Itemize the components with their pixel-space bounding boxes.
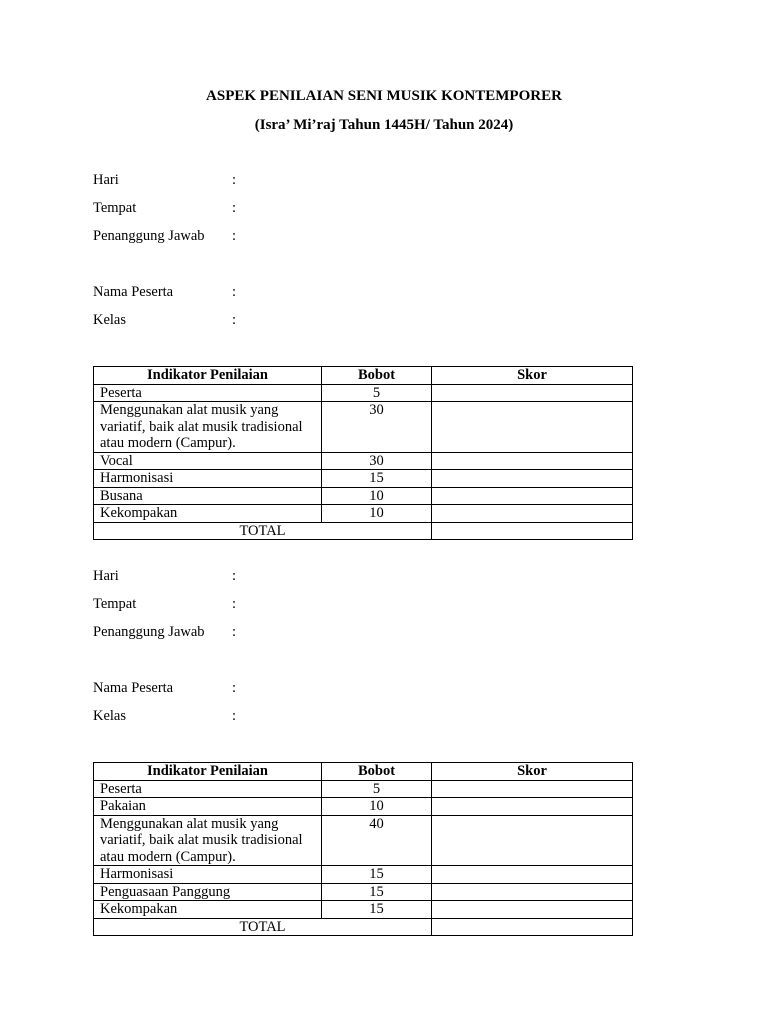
total-label: TOTAL xyxy=(94,918,432,936)
table-row xyxy=(94,505,633,523)
header-bobot: Bobot xyxy=(322,367,432,385)
header-skor: Skor xyxy=(432,763,633,781)
table-row xyxy=(94,866,633,884)
field-nama-peserta xyxy=(93,679,236,697)
header-indikator: Indikator Penilaian xyxy=(94,367,322,385)
field-penanggung-jawab xyxy=(93,227,236,245)
field-separator: : xyxy=(232,596,237,612)
field-separator: : xyxy=(232,568,237,584)
cell-indikator: Kekompakan xyxy=(94,505,322,523)
cell-skor[interactable] xyxy=(432,883,633,901)
field-separator: : xyxy=(232,624,237,640)
table-row xyxy=(94,901,633,919)
cell-indikator: Peserta xyxy=(94,384,322,402)
header-indikator: Indikator Penilaian xyxy=(94,763,322,781)
field-separator: : xyxy=(232,312,237,328)
table-row xyxy=(94,883,633,901)
cell-bobot: 15 xyxy=(322,883,432,901)
cell-indikator: Harmonisasi xyxy=(94,866,322,884)
cell-skor[interactable] xyxy=(432,866,633,884)
field-label: Kelas xyxy=(93,708,127,724)
cell-bobot: 30 xyxy=(322,402,432,453)
total-skor-cell[interactable] xyxy=(432,918,633,936)
cell-indikator: Harmonisasi xyxy=(94,470,322,488)
cell-bobot: 15 xyxy=(322,901,432,919)
total-label: TOTAL xyxy=(94,522,432,540)
score-table-2 xyxy=(93,762,633,936)
field-label: Hari xyxy=(93,172,119,188)
document-title: ASPEK PENILAIAN SENI MUSIK KONTEMPORER xyxy=(206,88,562,104)
header-skor: Skor xyxy=(432,367,633,385)
table-row xyxy=(94,815,633,866)
cell-skor[interactable] xyxy=(432,487,633,505)
field-label: Penanggung Jawab xyxy=(93,228,205,244)
field-kelas xyxy=(93,311,236,329)
cell-skor[interactable] xyxy=(432,780,633,798)
field-penanggung-jawab xyxy=(93,623,236,641)
cell-bobot: 10 xyxy=(322,505,432,523)
field-nama-peserta xyxy=(93,283,236,301)
cell-indikator: Menggunakan alat musik yang variatif, baik alat musik tradisional atau modern (Campur). xyxy=(94,402,322,453)
cell-indikator: Menggunakan alat musik yang variatif, baik alat musik tradisional atau modern (Campur). xyxy=(94,815,322,866)
cell-skor[interactable] xyxy=(432,470,633,488)
field-separator: : xyxy=(232,284,237,300)
cell-bobot: 10 xyxy=(322,798,432,816)
field-tempat xyxy=(93,595,236,613)
cell-bobot: 10 xyxy=(322,487,432,505)
score-table-1 xyxy=(93,366,633,540)
cell-skor[interactable] xyxy=(432,452,633,470)
cell-bobot: 40 xyxy=(322,815,432,866)
field-tempat xyxy=(93,199,236,217)
cell-skor[interactable] xyxy=(432,901,633,919)
field-label: Tempat xyxy=(93,596,137,612)
field-label: Kelas xyxy=(93,312,127,328)
cell-indikator: Busana xyxy=(94,487,322,505)
table-row xyxy=(94,487,633,505)
cell-indikator: Vocal xyxy=(94,452,322,470)
table-row xyxy=(94,384,633,402)
field-label: Nama Peserta xyxy=(93,680,174,696)
table-row xyxy=(94,798,633,816)
cell-skor[interactable] xyxy=(432,815,633,866)
cell-skor[interactable] xyxy=(432,505,633,523)
field-separator: : xyxy=(232,172,237,188)
table-row xyxy=(94,452,633,470)
cell-bobot: 5 xyxy=(322,780,432,798)
field-label: Penanggung Jawab xyxy=(93,624,205,640)
total-skor-cell[interactable] xyxy=(432,522,633,540)
field-hari xyxy=(93,171,236,189)
cell-bobot: 15 xyxy=(322,470,432,488)
cell-bobot: 15 xyxy=(322,866,432,884)
table-row xyxy=(94,470,633,488)
cell-bobot: 5 xyxy=(322,384,432,402)
cell-indikator: Kekompakan xyxy=(94,901,322,919)
table-header-row xyxy=(94,763,633,781)
document-subtitle: (Isra’ Mi’raj Tahun 1445H/ Tahun 2024) xyxy=(254,117,514,133)
field-label: Hari xyxy=(93,568,119,584)
field-separator: : xyxy=(232,228,237,244)
field-separator: : xyxy=(232,200,237,216)
cell-indikator: Penguasaan Panggung xyxy=(94,883,322,901)
cell-bobot: 30 xyxy=(322,452,432,470)
table-row xyxy=(94,402,633,453)
field-label: Nama Peserta xyxy=(93,284,174,300)
cell-skor[interactable] xyxy=(432,384,633,402)
cell-indikator: Pakaian xyxy=(94,798,322,816)
table-header-row xyxy=(94,367,633,385)
cell-skor[interactable] xyxy=(432,402,633,453)
field-label: Tempat xyxy=(93,200,137,216)
field-kelas xyxy=(93,707,236,725)
table-row xyxy=(94,780,633,798)
cell-indikator: Peserta xyxy=(94,780,322,798)
field-separator: : xyxy=(232,680,237,696)
header-bobot: Bobot xyxy=(322,763,432,781)
cell-skor[interactable] xyxy=(432,798,633,816)
field-hari xyxy=(93,567,236,585)
field-separator: : xyxy=(232,708,237,724)
total-row xyxy=(94,918,633,936)
total-row xyxy=(94,522,633,540)
